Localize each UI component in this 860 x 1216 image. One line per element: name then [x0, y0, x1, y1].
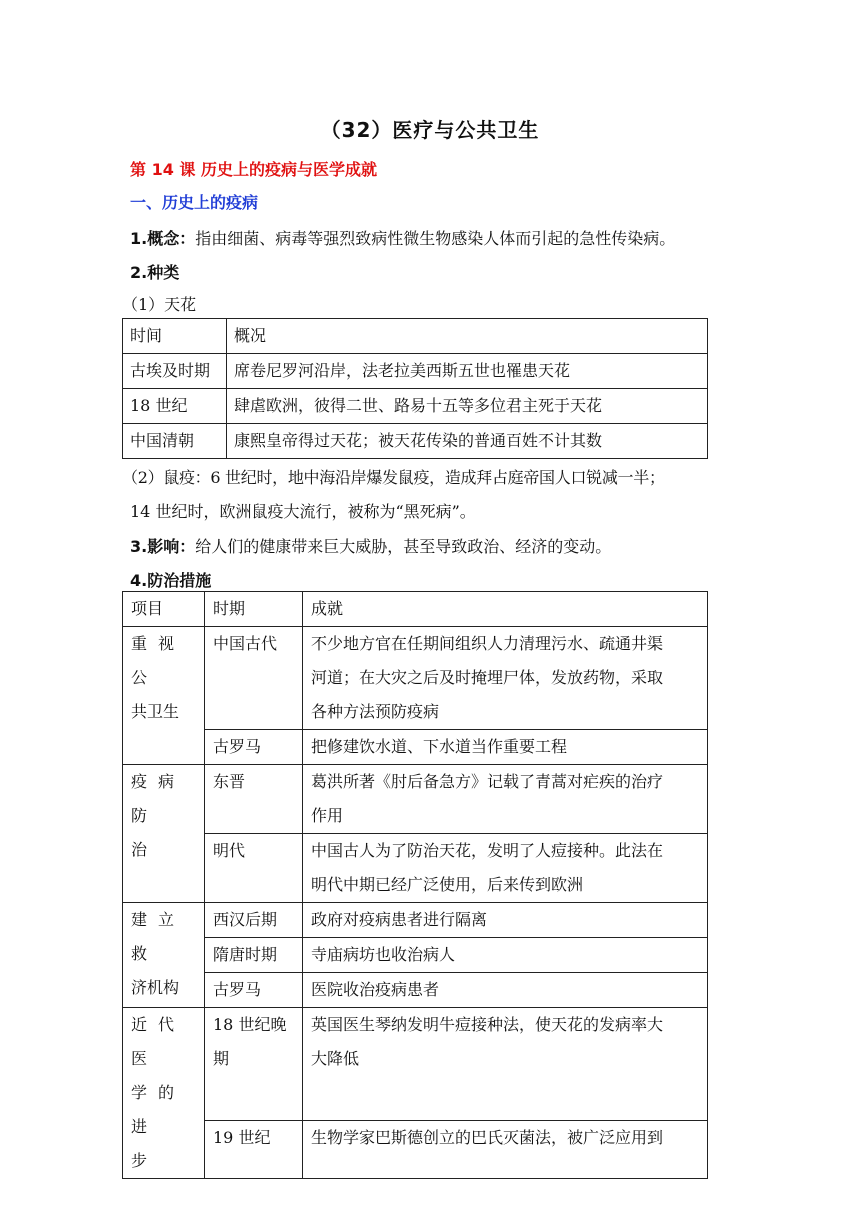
period-cell: 明代 [205, 834, 303, 903]
table-row [123, 424, 708, 459]
period-cell: 西汉后期 [205, 903, 303, 938]
concept-text: 指由细菌、病毒等强烈致病性微生物感染人体而引起的急性传染病。 [195, 229, 676, 248]
page-title: （32）医疗与公共卫生 [320, 118, 540, 142]
item-text: 共卫生 [131, 702, 180, 721]
period-cell: 隋唐时期 [205, 938, 303, 973]
item-text: 疫病防 [131, 772, 186, 825]
table-cell: 中国清朝 [123, 424, 227, 459]
cell-line: 期 [213, 1049, 230, 1068]
table-cell: 18 世纪 [123, 389, 227, 424]
table-header-row [123, 319, 708, 354]
achievement-cell: 把修建饮水道、下水道当作重要工程 [303, 730, 708, 765]
concept-label: 1.概念： [130, 229, 196, 248]
cell-line: 英国医生琴纳发明牛痘接种法，使天花的发病率大 [311, 1015, 664, 1034]
impact-label: 3.影响： [130, 537, 196, 556]
impact-paragraph [130, 534, 611, 557]
item-cell [123, 627, 205, 765]
table-row [123, 834, 708, 903]
cell-line: 葛洪所著《肘后备急方》记载了青蒿对疟疾的治疗 [311, 772, 664, 791]
period-cell: 古罗马 [205, 973, 303, 1008]
table-row [123, 938, 708, 973]
period-cell: 古罗马 [205, 730, 303, 765]
achievement-cell: 寺庙病坊也收治病人 [303, 938, 708, 973]
table-row [123, 1008, 708, 1121]
item-text: 步 [131, 1151, 148, 1170]
table-row [123, 973, 708, 1008]
period-cell: 中国古代 [205, 627, 303, 730]
table-cell: 康熙皇帝得过天花；被天花传染的普通百姓不计其数 [227, 424, 708, 459]
table-row [123, 1121, 708, 1179]
item-text: 近代医 [131, 1015, 186, 1068]
header-cell: 成就 [303, 592, 708, 627]
impact-text: 给人们的健康带来巨大威胁，甚至导致政治、经济的变动。 [195, 537, 612, 556]
table-cell: 席卷尼罗河沿岸，法老拉美西斯五世也罹患天花 [227, 354, 708, 389]
measures-table [122, 591, 708, 1179]
measures-heading: 4.防治措施 [130, 571, 212, 590]
table-row [123, 730, 708, 765]
smallpox-table [122, 318, 708, 459]
cell-line: 不少地方官在任期间组织人力清理污水、疏通井渠 [311, 634, 664, 653]
item-text: 重视公 [131, 634, 186, 687]
header-cell: 时间 [123, 319, 227, 354]
smallpox-subheading: （1）天花 [122, 295, 197, 314]
achievement-cell [303, 834, 708, 903]
achievement-cell [303, 765, 708, 834]
concept-paragraph [130, 226, 675, 249]
item-text: 治 [131, 840, 148, 859]
period-cell [205, 1008, 303, 1121]
section-heading: 一、历史上的疫病 [130, 193, 259, 212]
lesson-heading: 第 14 课 历史上的疫病与医学成就 [130, 160, 377, 179]
table-row [123, 765, 708, 834]
header-cell: 时期 [205, 592, 303, 627]
table-header-row [123, 592, 708, 627]
item-cell [123, 903, 205, 1008]
cell-line: 明代中期已经广泛使用，后来传到欧洲 [311, 875, 584, 894]
header-cell: 项目 [123, 592, 205, 627]
cell-line: 作用 [311, 806, 344, 825]
item-text: 学的进 [131, 1083, 186, 1136]
item-cell [123, 1008, 205, 1179]
plague-paragraph-line1: （2）鼠疫：6 世纪时，地中海沿岸爆发鼠疫，造成拜占庭帝国人口锐减一半； [122, 468, 665, 487]
table-cell: 古埃及时期 [123, 354, 227, 389]
cell-line: 大降低 [311, 1049, 360, 1068]
achievement-cell: 医院收治疫病患者 [303, 973, 708, 1008]
table-row [123, 354, 708, 389]
period-cell: 19 世纪 [205, 1121, 303, 1179]
cell-line: 18 世纪晚 [213, 1015, 287, 1034]
cell-line: 河道；在大灾之后及时掩埋尸体，发放药物，采取 [311, 668, 664, 687]
achievement-cell: 生物学家巴斯德创立的巴氏灭菌法，被广泛应用到 [303, 1121, 708, 1179]
plague-paragraph-line2: 14 世纪时，欧洲鼠疫大流行，被称为“黑死病”。 [130, 502, 476, 521]
item-cell [123, 765, 205, 903]
table-row [123, 903, 708, 938]
achievement-cell [303, 1008, 708, 1121]
achievement-cell [303, 627, 708, 730]
table-row [123, 389, 708, 424]
header-cell: 概况 [227, 319, 708, 354]
cell-line: 各种方法预防疫病 [311, 702, 440, 721]
achievement-cell: 政府对疫病患者进行隔离 [303, 903, 708, 938]
period-cell: 东晋 [205, 765, 303, 834]
cell-line: 中国古人为了防治天花，发明了人痘接种。此法在 [311, 841, 664, 860]
item-text: 建立救 [131, 910, 186, 963]
table-cell: 肆虐欧洲，彼得二世、路易十五等多位君主死于天花 [227, 389, 708, 424]
table-row [123, 627, 708, 730]
types-heading: 2.种类 [130, 263, 180, 282]
item-text: 济机构 [131, 978, 180, 997]
